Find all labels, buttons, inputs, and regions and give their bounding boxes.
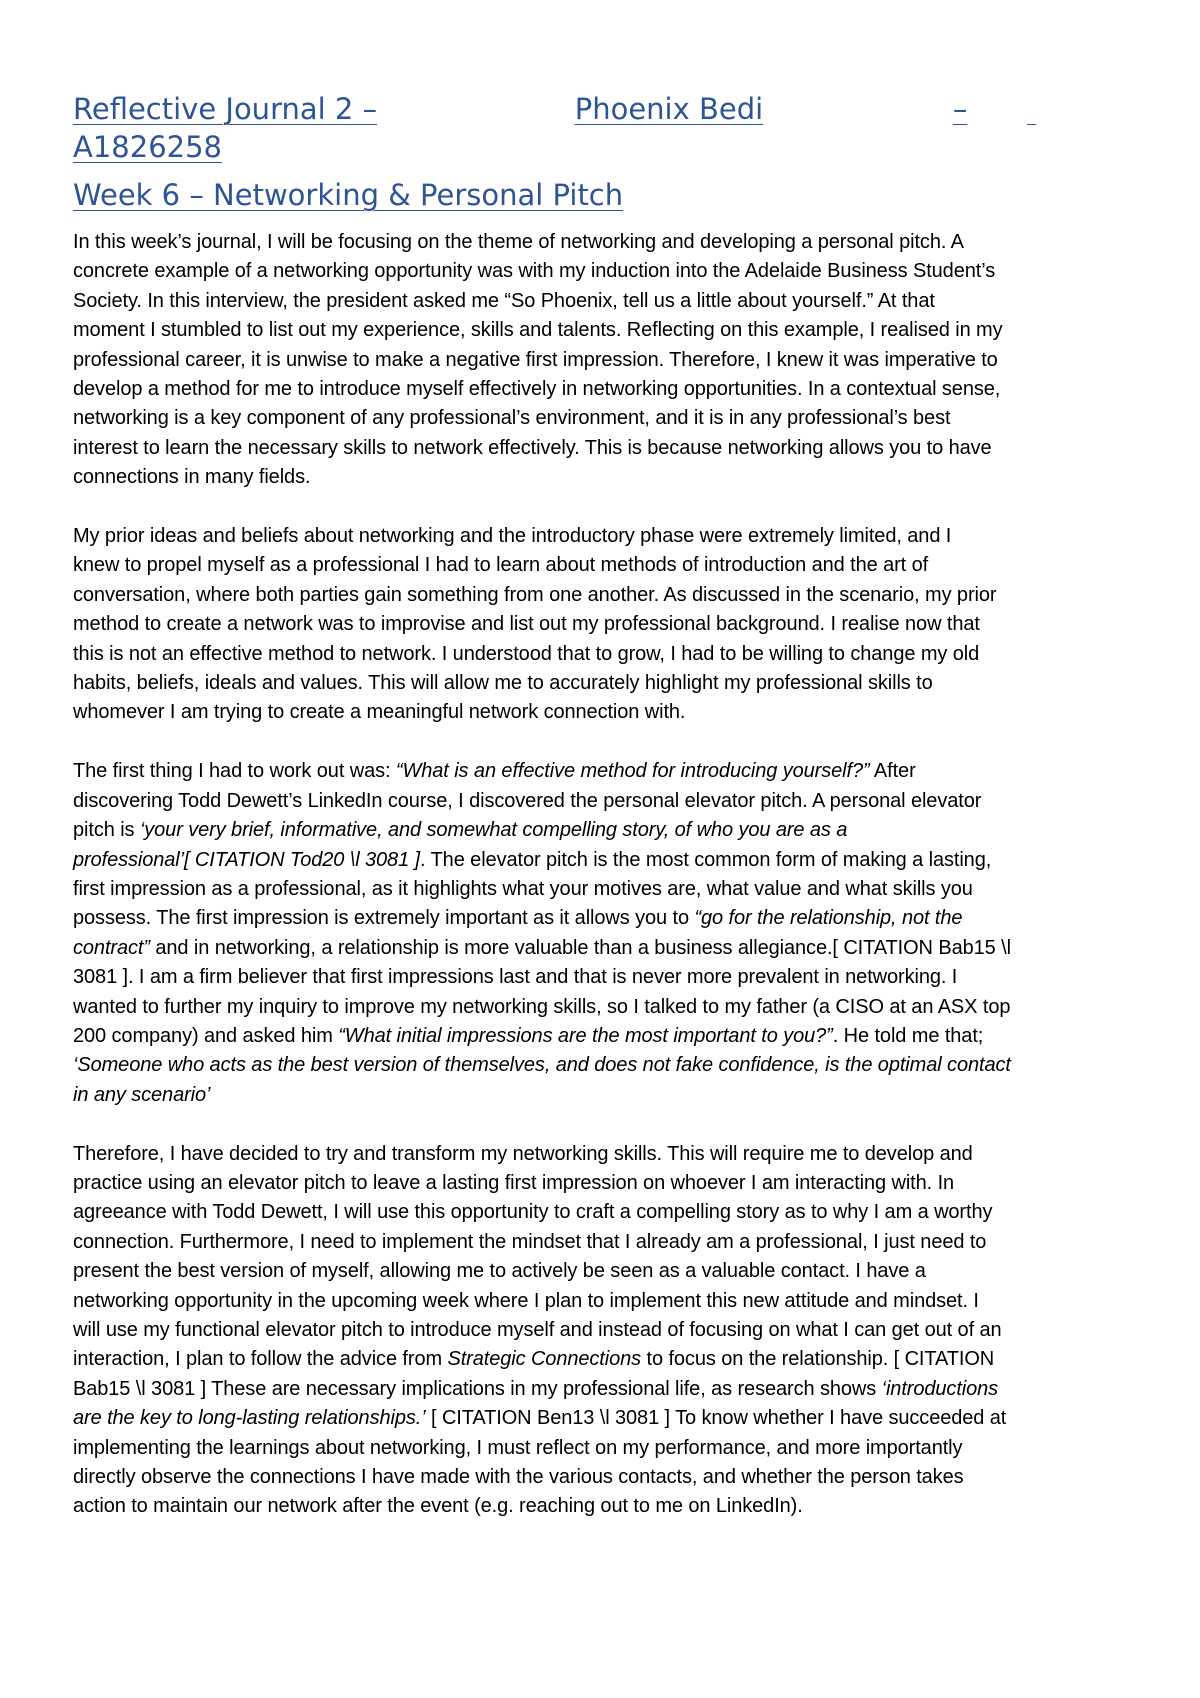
- text-line: [73, 669, 1135, 698]
- text-line: [73, 640, 1135, 669]
- text-run: concrete example of a networking opportunity was with my induction into the Adelaide Business Student’s: [73, 260, 996, 283]
- text-line: [73, 1345, 1135, 1374]
- italic-text: in any scenario’: [73, 1083, 211, 1106]
- text-run: . He told me that;: [832, 1024, 984, 1047]
- text-run: connection. Furthermore, I need to implement the mindset that I already am a professional, I just need to: [73, 1230, 987, 1253]
- text-line: [73, 934, 1135, 963]
- italic-text: professional’[ CITATION Tod20 \l 3081 ]: [73, 848, 421, 871]
- text-run: wanted to further my inquiry to improve my networking skills, so I talked to my father (a CISO at an ASX top: [73, 995, 1011, 1018]
- text-line: [73, 434, 1135, 463]
- italic-text: Strategic Connections: [447, 1348, 642, 1371]
- text-line: [73, 1081, 1135, 1110]
- text-run: to focus on the relationship. [ CITATION: [641, 1348, 995, 1371]
- text-run: interaction, I plan to follow the advice from: [73, 1348, 448, 1371]
- text-run: agreeance with Todd Dewett, I will use this opportunity to craft a compelling story as to why I am a worthy: [73, 1201, 993, 1224]
- text-line: [73, 581, 1135, 610]
- journal-title: [73, 90, 1135, 128]
- italic-text: ‘introductions: [881, 1377, 999, 1400]
- text-run: connections in many fields.: [73, 466, 311, 489]
- text-line: [73, 698, 1135, 727]
- text-run: pitch is: [73, 819, 140, 842]
- text-line: [73, 257, 1135, 286]
- text-line: [73, 404, 1135, 433]
- text-run: first impression as a professional, as it highlights what your motives are, what value and what skills you: [73, 877, 973, 900]
- text-line: [73, 1198, 1135, 1227]
- paragraph-2: [73, 522, 1135, 728]
- title-prefix: Reflective Journal 2 –: [73, 92, 378, 126]
- title-author: Phoenix Bedi: [574, 92, 764, 126]
- text-line: [73, 1022, 1135, 1051]
- text-run: [ CITATION Ben13 \l 3081 ] To know whether I have succeeded at: [425, 1407, 1007, 1430]
- text-line: [73, 610, 1135, 639]
- text-run: conversation, where both parties gain something from one another. As discussed in the scenario, my prior: [73, 583, 997, 606]
- text-line: [73, 1463, 1135, 1492]
- text-line: [73, 816, 1135, 845]
- text-line: [73, 463, 1135, 492]
- text-line: [73, 1257, 1135, 1286]
- text-run: develop a method for me to introduce myself effectively in networking opportunities. In a contextual sense,: [73, 378, 1001, 401]
- document-page: [73, 90, 1135, 1551]
- text-line: [73, 993, 1135, 1022]
- italic-text: “What initial impressions are the most important to you?”: [338, 1024, 833, 1047]
- text-run: My prior ideas and beliefs about networking and the introductory phase were extremely limited, and I: [73, 525, 952, 548]
- text-run: 3081 ]. I am a firm believer that first impressions last and that is never more prevalent in networking. I: [73, 966, 958, 989]
- text-line: [73, 1434, 1135, 1463]
- text-line: [73, 522, 1135, 551]
- text-line: [73, 375, 1135, 404]
- text-run: Society. In this interview, the president asked me “So Phoenix, tell us a little about yourself.” At that: [73, 289, 935, 312]
- text-line: [73, 1404, 1135, 1433]
- text-run: networking is a key component of any professional’s environment, and it is in any professional’s best: [73, 407, 951, 430]
- student-id: A1826258: [73, 130, 222, 164]
- text-line: [73, 1492, 1135, 1521]
- title-underline-tail: [1027, 90, 1135, 128]
- text-line: [73, 1316, 1135, 1345]
- text-run: will use my functional elevator pitch to introduce myself and instead of focusing on what I can get out of an: [73, 1318, 1002, 1341]
- text-run: possess. The first impression is extremely important as it allows you to: [73, 907, 695, 930]
- text-run: 200 company) and asked him: [73, 1024, 339, 1047]
- week-heading: Week 6 – Networking & Personal Pitch: [73, 178, 624, 212]
- text-line: [73, 1228, 1135, 1257]
- text-run: In this week’s journal, I will be focusing on the theme of networking and developing a personal pitch. A: [73, 231, 964, 253]
- text-run: networking opportunity in the upcoming week where I plan to implement this new attitude and mindset. I: [73, 1289, 979, 1312]
- text-run: knew to propel myself as a professional I had to learn about methods of introduction and the art of: [73, 554, 929, 577]
- text-line: [73, 787, 1135, 816]
- text-line: [73, 904, 1135, 933]
- paragraph-3: [73, 757, 1135, 1110]
- text-line: [73, 228, 1135, 257]
- paragraph-1: [73, 228, 1135, 493]
- italic-text: are the key to long-lasting relationships.’: [73, 1407, 426, 1430]
- text-line: [73, 1051, 1135, 1080]
- text-run: action to maintain our network after the event (e.g. reaching out to me on LinkedIn).: [73, 1495, 803, 1518]
- text-run: The first thing I had to work out was:: [73, 760, 396, 783]
- text-line: [73, 316, 1135, 345]
- text-line: [73, 963, 1135, 992]
- text-run: whomever I am trying to create a meaningful network connection with.: [73, 701, 686, 724]
- text-line: [73, 551, 1135, 580]
- text-run: directly observe the connections I have made with the various contacts, and whether the person takes: [73, 1466, 964, 1489]
- italic-text: contract”: [73, 936, 150, 959]
- text-run: this is not an effective method to network. I understood that to grow, I had to be willing to change my old: [73, 642, 980, 665]
- text-run: present the best version of myself, allowing me to actively be seen as a valuable contact. I have a: [73, 1260, 926, 1283]
- text-run: professional career, it is unwise to make a negative first impression. Therefore, I knew it was imperative to: [73, 348, 998, 371]
- text-run: habits, beliefs, ideals and values. This will allow me to accurately highlight my professional skills to: [73, 672, 933, 695]
- text-run: interest to learn the necessary skills to network effectively. This is because networking allows you to have: [73, 436, 992, 459]
- title-dash: –: [952, 92, 968, 126]
- text-run: implementing the learnings about networking, I must reflect on my performance, and more importantly: [73, 1436, 963, 1459]
- italic-text: “What is an effective method for introducing yourself?”: [395, 760, 870, 783]
- text-line: [73, 1287, 1135, 1316]
- text-line: [73, 346, 1135, 375]
- text-line: [73, 846, 1135, 875]
- text-run: . The elevator pitch is the most common form of making a lasting,: [420, 848, 992, 871]
- paragraph-4: [73, 1140, 1135, 1522]
- text-run: Bab15 \l 3081 ] These are necessary implications in my professional life, as research shows: [73, 1377, 882, 1400]
- italic-text: “go for the relationship, not the: [694, 907, 963, 930]
- text-run: and in networking, a relationship is more valuable than a business allegiance.[ CITATION Bab15 \l: [149, 936, 1011, 959]
- text-line: [73, 287, 1135, 316]
- text-line: [73, 1375, 1135, 1404]
- text-run: moment I stumbled to list out my experience, skills and talents. Reflecting on this example, I realised in my: [73, 319, 1003, 342]
- text-run: practice using an elevator pitch to leave a lasting first impression on whoever I am interacting with. In: [73, 1171, 955, 1194]
- italic-text: ‘your very brief, informative, and somewhat compelling story, of who you are as a: [139, 819, 848, 842]
- journal-body: [73, 228, 1135, 1522]
- text-run: discovering Todd Dewett’s LinkedIn course, I discovered the personal elevator pitch. A personal elevator: [73, 789, 982, 812]
- text-run: Therefore, I have decided to try and transform my networking skills. This will require me to develop and: [73, 1142, 973, 1165]
- text-line: [73, 875, 1135, 904]
- text-line: [73, 757, 1135, 786]
- italic-text: ‘Someone who acts as the best version of themselves, and does not fake confidence, is the optimal contact: [73, 1054, 1011, 1077]
- text-line: [73, 1140, 1135, 1169]
- text-line: [73, 1169, 1135, 1198]
- text-run: method to create a network was to improvise and list out my professional background. I realise now that: [73, 613, 980, 636]
- text-run: After: [869, 760, 916, 783]
